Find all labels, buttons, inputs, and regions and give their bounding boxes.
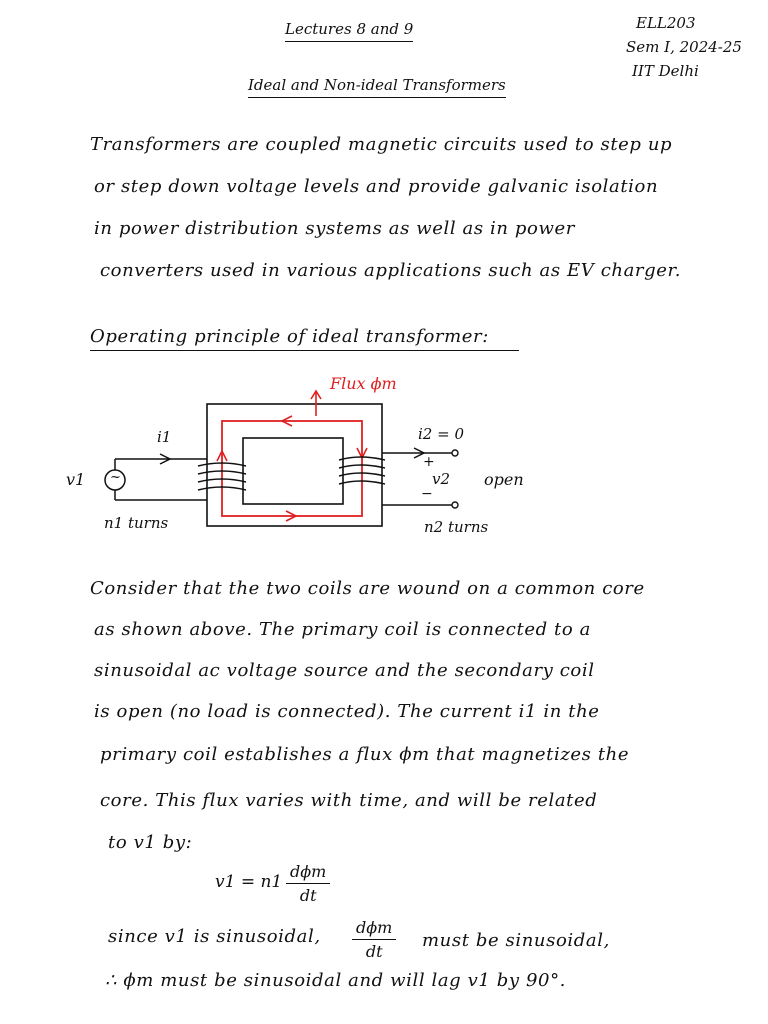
body-line-1: Consider that the two coils are wound on a common core — [90, 578, 645, 599]
since-numerator: dϕm — [352, 918, 396, 940]
body-line-2: as shown above. The primary coil is connected to a — [94, 619, 591, 640]
intro-line-1: Transformers are coupled magnetic circuits used to step up — [90, 134, 673, 155]
body-line-6: core. This flux varies with time, and will be related — [100, 790, 598, 811]
since-fraction — [352, 918, 396, 961]
therefore-line: ∴ ϕm must be sinusoidal and will lag v1 by 90°. — [105, 970, 567, 991]
secondary-terminal-bottom — [452, 502, 458, 508]
semester: Sem I, 2024-25 — [626, 38, 742, 56]
equation-numerator: dϕm — [286, 862, 330, 884]
secondary-terminal-top — [452, 450, 458, 456]
equation-lhs: v1 = n1 — [215, 872, 283, 892]
v1-label: v1 — [66, 470, 86, 489]
i2-label: i2 = 0 — [418, 425, 464, 443]
course-code: ELL203 — [636, 14, 696, 32]
core-inner — [243, 438, 343, 504]
n1-label: n1 turns — [104, 514, 169, 532]
intro-line-2: or step down voltage levels and provide galvanic isolation — [94, 176, 659, 197]
equation-fraction — [286, 862, 330, 905]
v2-label: v2 — [432, 470, 451, 488]
equation-denominator: dt — [299, 886, 317, 905]
flux-label: Flux ϕm — [330, 374, 397, 393]
v2-plus: + — [423, 454, 435, 470]
open-label: open — [484, 470, 524, 489]
since-suffix: must be sinusoidal, — [422, 930, 610, 951]
i1-label: i1 — [157, 428, 172, 446]
body-line-4: is open (no load is connected). The current i1 in the — [94, 701, 600, 722]
since-prefix: since v1 is sinusoidal, — [108, 926, 321, 947]
body-line-3: sinusoidal ac voltage source and the secondary coil — [94, 660, 595, 681]
intro-line-4: converters used in various applications such as EV charger. — [100, 260, 682, 281]
since-denominator: dt — [365, 942, 383, 961]
institute: IIT Delhi — [632, 62, 699, 80]
body-line-7: to v1 by: — [108, 832, 193, 853]
ac-source-symbol: ~ — [110, 470, 121, 485]
n2-label: n2 turns — [424, 518, 489, 536]
intro-line-3: in power distribution systems as well as in power — [94, 218, 575, 239]
lecture-title: Lectures 8 and 9 — [285, 20, 413, 42]
body-line-5: primary coil establishes a flux ϕm that magnetizes the — [100, 744, 630, 765]
section-heading: Operating principle of ideal transformer: — [90, 326, 519, 351]
topic-title: Ideal and Non-ideal Transformers — [248, 76, 506, 98]
v2-minus: − — [421, 486, 433, 502]
